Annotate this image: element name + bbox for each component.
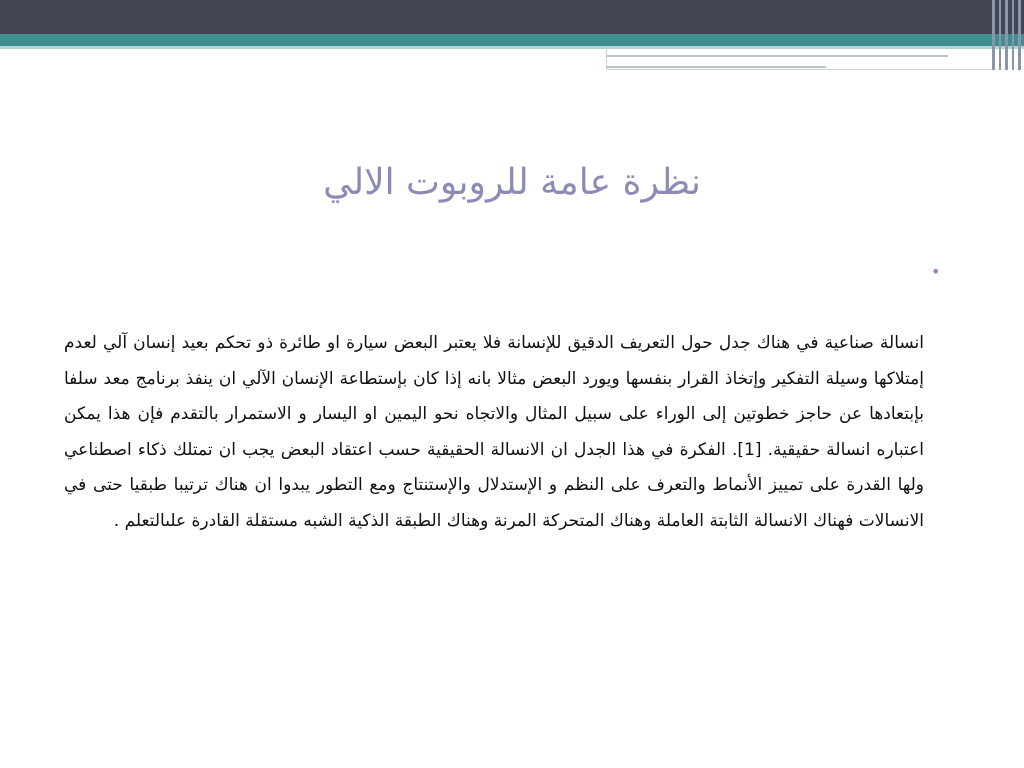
header-vertical-stripe xyxy=(999,0,1001,70)
header-decoration-line xyxy=(606,55,948,57)
header-teal-band xyxy=(0,34,1024,46)
bullet-icon: • xyxy=(931,262,941,281)
header-decoration-line xyxy=(606,66,826,68)
slide-title: نظرة عامة للروبوت الالي xyxy=(323,162,701,203)
header-vertical-stripe xyxy=(1005,0,1008,70)
header-vertical-stripe xyxy=(992,0,995,70)
header-vertical-stripe xyxy=(1018,0,1021,70)
body-paragraph: انسالة صناعية في هناك جدل حول التعريف الدقيق للإنسانة فلا يعتبر البعض سيارة او طائرة ذو تحكم بعيد إنسان آلي لعدم إمتلاكها وسيلة التفكير وإتخاذ القرار بنفسها ويورد البعض مثالا بانه إذا كان بإستطاعة الإنسان الآلي ان ينفذ برنامج معد سلفا بإبتعادها عن حاجز خطوتين إلى الوراء على سبيل المثال والاتجاه نحو اليمين او اليسار و الاستمرار بالتقدم فإن هذا يمكن اعتباره انسالة حقيقية. [1]. الفكرة في هذا الجدل ان الانسالة الحقيقية حسب اعتقاد البعض يجب ان تمتلك ذكاء اصطناعي ولها القدرة على تمييز الأنماط والتعرف على النظم و الإستدلال والإستنتاج ومع التطور يبدوا ان هناك ترتيبا طبقيا حتى في الانسالات فهناك الانسالة الثابتة العاملة وهناك المتحركة المرنة وهناك الطبقة الذكية الشبه مستقلة القادرة علىالتعلم . xyxy=(64,333,924,531)
header-vertical-stripe xyxy=(1012,0,1014,70)
header-dark-band xyxy=(0,0,1024,34)
